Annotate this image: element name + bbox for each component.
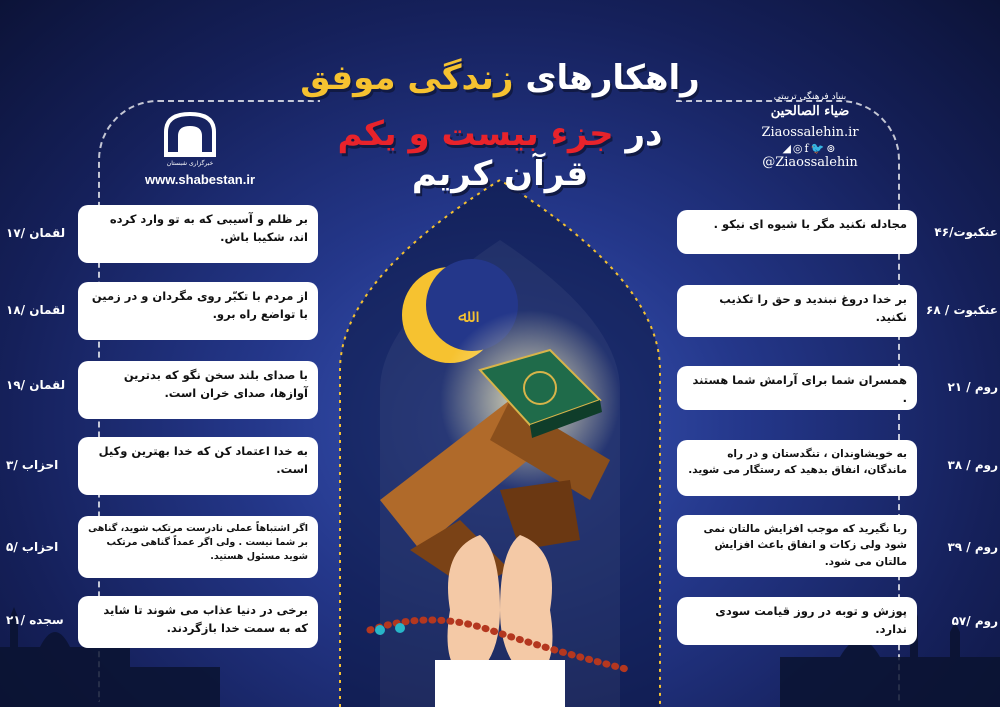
left-ref-3: لقمان /۱۹ [6, 378, 66, 392]
title-part-red: جزء بیست و یکم [337, 114, 614, 154]
right-item-4: به خویشاوندان ، تنگدستان و در راه ماندگان، انفاق بدهید که رستگار می شوید. [677, 440, 917, 496]
left-item-1: بر ظلم و آسیبی که به تو وارد کرده اند، شکیبا باش. [78, 205, 318, 263]
left-ref-5: احزاب /۵ [6, 540, 59, 554]
brand-name: ضیاء الصالحین [770, 104, 850, 119]
right-ref-5: روم / ۳۹ [947, 540, 998, 554]
brand-handle: @Ziaossalehin [762, 155, 858, 170]
svg-text:ﷲ: ﷲ [458, 306, 469, 327]
brand-url[interactable]: Ziaossalehin.ir [761, 125, 859, 140]
left-ref-1: لقمان /۱۷ [6, 226, 66, 240]
left-item-5: اگر اشتباهاً عملی نادرست مرتکب شوید، گناهی بر شما نیست . ولی اگر عمداً گناهی مرتکب شوید مسئول هستید. [78, 516, 318, 578]
right-item-6: پوزش و توبه در روز قیامت سودی ندارد. [677, 597, 917, 645]
left-ref-6: سجده /۲۱ [6, 613, 64, 627]
shabestan-website[interactable]: www.shabestan.ir [144, 172, 256, 187]
right-item-3: همسران شما برای آرامش شما هستند . [677, 366, 917, 410]
title-part-white: راهکارهای [525, 58, 700, 98]
right-ref-1: عنکبوت/۴۶ [934, 225, 998, 239]
left-item-4: به خدا اعتماد کن که خدا بهترین وکیل است. [78, 437, 318, 495]
right-item-2: بر خدا دروغ نبندید و حق را تکذیب نکنید. [677, 285, 917, 337]
right-item-5: ربا نگیرید که موجب افزایش مالتان نمی شود ولی زکات و انفاق باعث افزایش مالتان می شود. [677, 515, 917, 577]
right-ref-6: روم /۵۷ [951, 614, 998, 628]
title-line-1 [290, 58, 710, 98]
left-ref-4: احزاب /۳ [6, 458, 59, 472]
quran-illustration [340, 250, 660, 707]
right-item-1: مجادله نکنید مگر با شیوه ای نیکو . [677, 210, 917, 254]
social-icons: ◢◎f🐦⊚ [782, 142, 838, 155]
title-part-gold: زندگی موفق [300, 58, 514, 98]
title-part-white-a: در [625, 114, 663, 154]
left-item-3: با صدای بلند سخن نگو که بدترین آوازها، صدای خران است. [78, 361, 318, 419]
left-item-2: از مردم با تکبّر روی مگردان و در زمین با تواضع راه برو. [78, 282, 318, 340]
logo-caption: خبرگزاری شبستان [166, 160, 214, 167]
brand-ziaossalehin [740, 92, 880, 170]
title-line-2 [290, 114, 710, 194]
right-ref-4: روم / ۳۸ [947, 458, 998, 472]
title-part-white-b: قرآن کریم [411, 154, 589, 194]
left-item-6: برخی در دنیا عذاب می شوند تا شاید که به سمت خدا بازگردند. [78, 596, 318, 648]
brand-subtitle: بنیاد فرهنگی تربیتی [773, 92, 847, 102]
right-ref-2: عنکبوت / ۶۸ [926, 303, 998, 317]
right-ref-3: روم / ۲۱ [947, 380, 998, 394]
left-ref-2: لقمان /۱۸ [6, 303, 66, 317]
